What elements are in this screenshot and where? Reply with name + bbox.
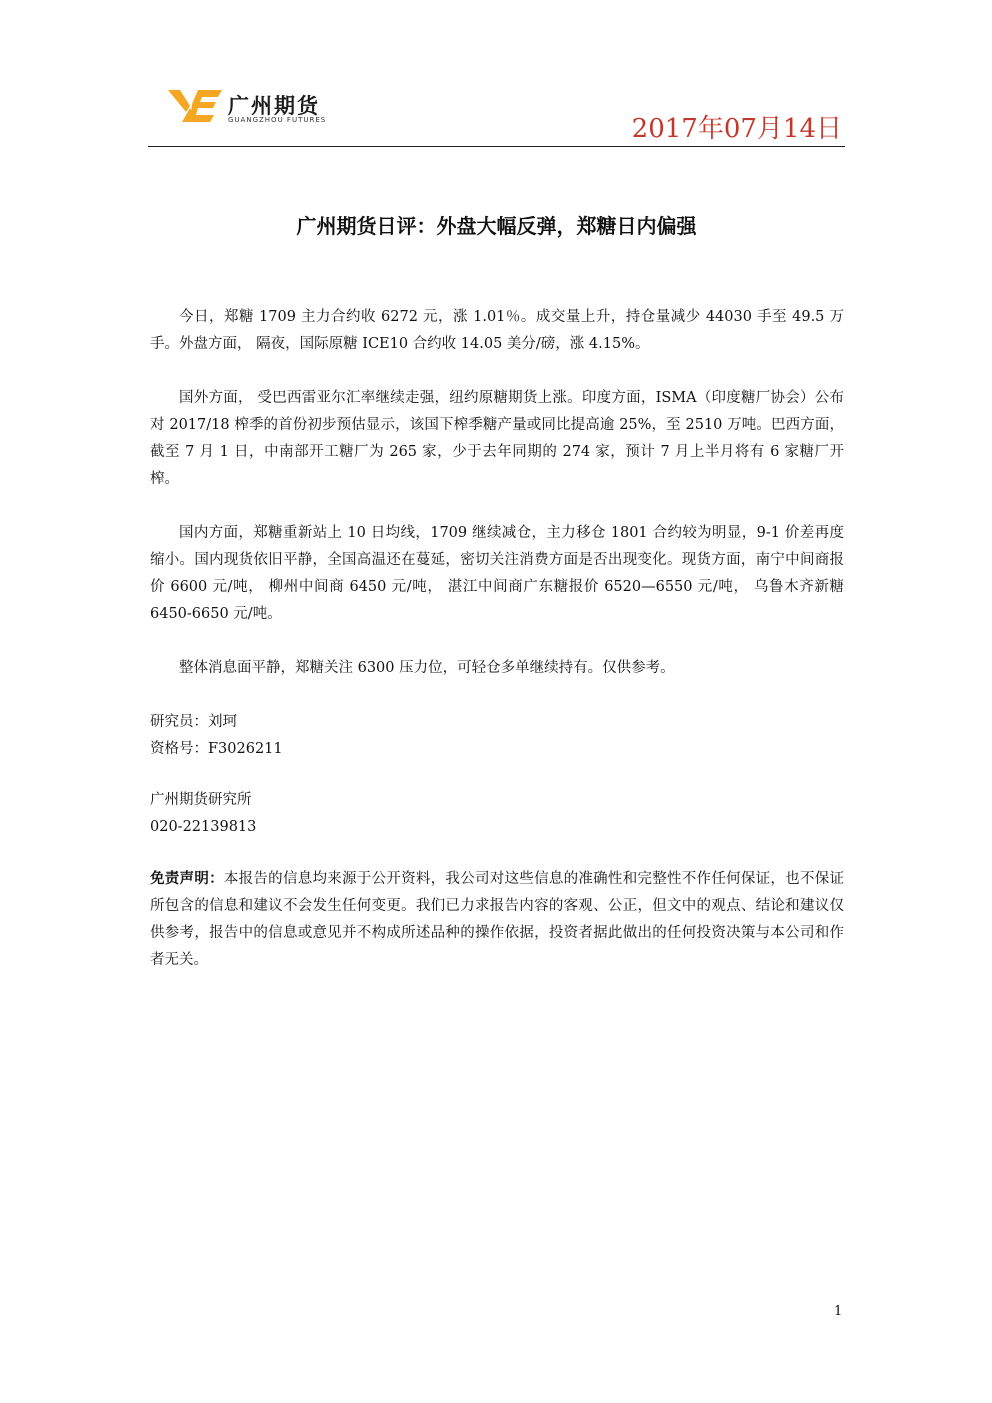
page-number: 1	[834, 1304, 843, 1319]
paragraph-domestic: 国内方面，郑糖重新站上 10 日均线，1709 继续减仓，主力移仓 1801 合约较为明显，9-1 价差再度缩小。国内现货依旧平静，全国高温还在蔓延，密切关注消费方面是否出现变化。现货方面，南宁中间商报价 6600 元/吨， 柳州中间商 6450 元/吨， 湛江中间商广东糖报价 6520—6550 元/吨， 乌鲁木齐新糖 6450-6650 元/吨。	[150, 525, 844, 622]
disclaimer-text: 本报告的信息均来源于公开资料，我公司对这些信息的准确性和完整性不作任何保证，也不保证所包含的信息和建议不会发生任何变更。我们已力求报告内容的客观、公正，但文中的观点、结论和建议仅供参考，报告中的信息或意见并不构成所述品种的操作依据，投资者据此做出的任何投资决策与本公司和作者无关。	[150, 871, 844, 968]
paragraph-market-summary: 今日，郑糖 1709 主力合约收 6272 元，涨 1.01％。成交量上升，持仓量减少 44030 手至 49.5 万手。外盘方面， 隔夜，国际原糖 ICE10 合约收 14.05 美分/磅，涨 4.15%。	[150, 309, 844, 352]
disclaimer-label: 免责声明：	[150, 870, 224, 887]
report-date: 2017年07月14日	[631, 114, 842, 144]
researcher-license: 资格号：F3026211	[150, 741, 283, 757]
logo-english-name: GUANGZHOU FUTURES	[228, 116, 327, 124]
logo-chinese-name: 广州期货	[228, 94, 320, 118]
report-title: 广州期货日评：外盘大幅反弹，郑糖日内偏强	[296, 214, 697, 238]
researcher-name: 研究员：刘珂	[150, 714, 237, 730]
paragraph-outlook: 整体消息面平静，郑糖关注 6300 压力位，可轻仓多单继续持有。仅供参考。	[179, 660, 675, 676]
logo-mark-icon	[168, 88, 224, 128]
spacer	[150, 841, 844, 865]
paragraph-international: 国外方面， 受巴西雷亚尔汇率继续走强，纽约原糖期货上涨。印度方面，ISMA（印度糖厂协会）公布对 2017/18 榨季的首份初步预估显示，该国下榨季糖产量或同比提高逾 25%，至 2510 万吨。巴西方面，截至 7 月 1 日，中南部开工糖厂为 265 家，少于去年同期的 274 家，预计 7 月上半月将有 6 家糖厂开榨。	[150, 390, 844, 487]
institute-name: 广州期货研究所	[150, 792, 252, 808]
institute-phone: 020-22139813	[150, 819, 257, 835]
header-divider	[148, 146, 845, 147]
company-logo	[168, 88, 348, 128]
report-body	[150, 304, 844, 974]
disclaimer	[150, 865, 844, 974]
spacer	[150, 763, 844, 787]
